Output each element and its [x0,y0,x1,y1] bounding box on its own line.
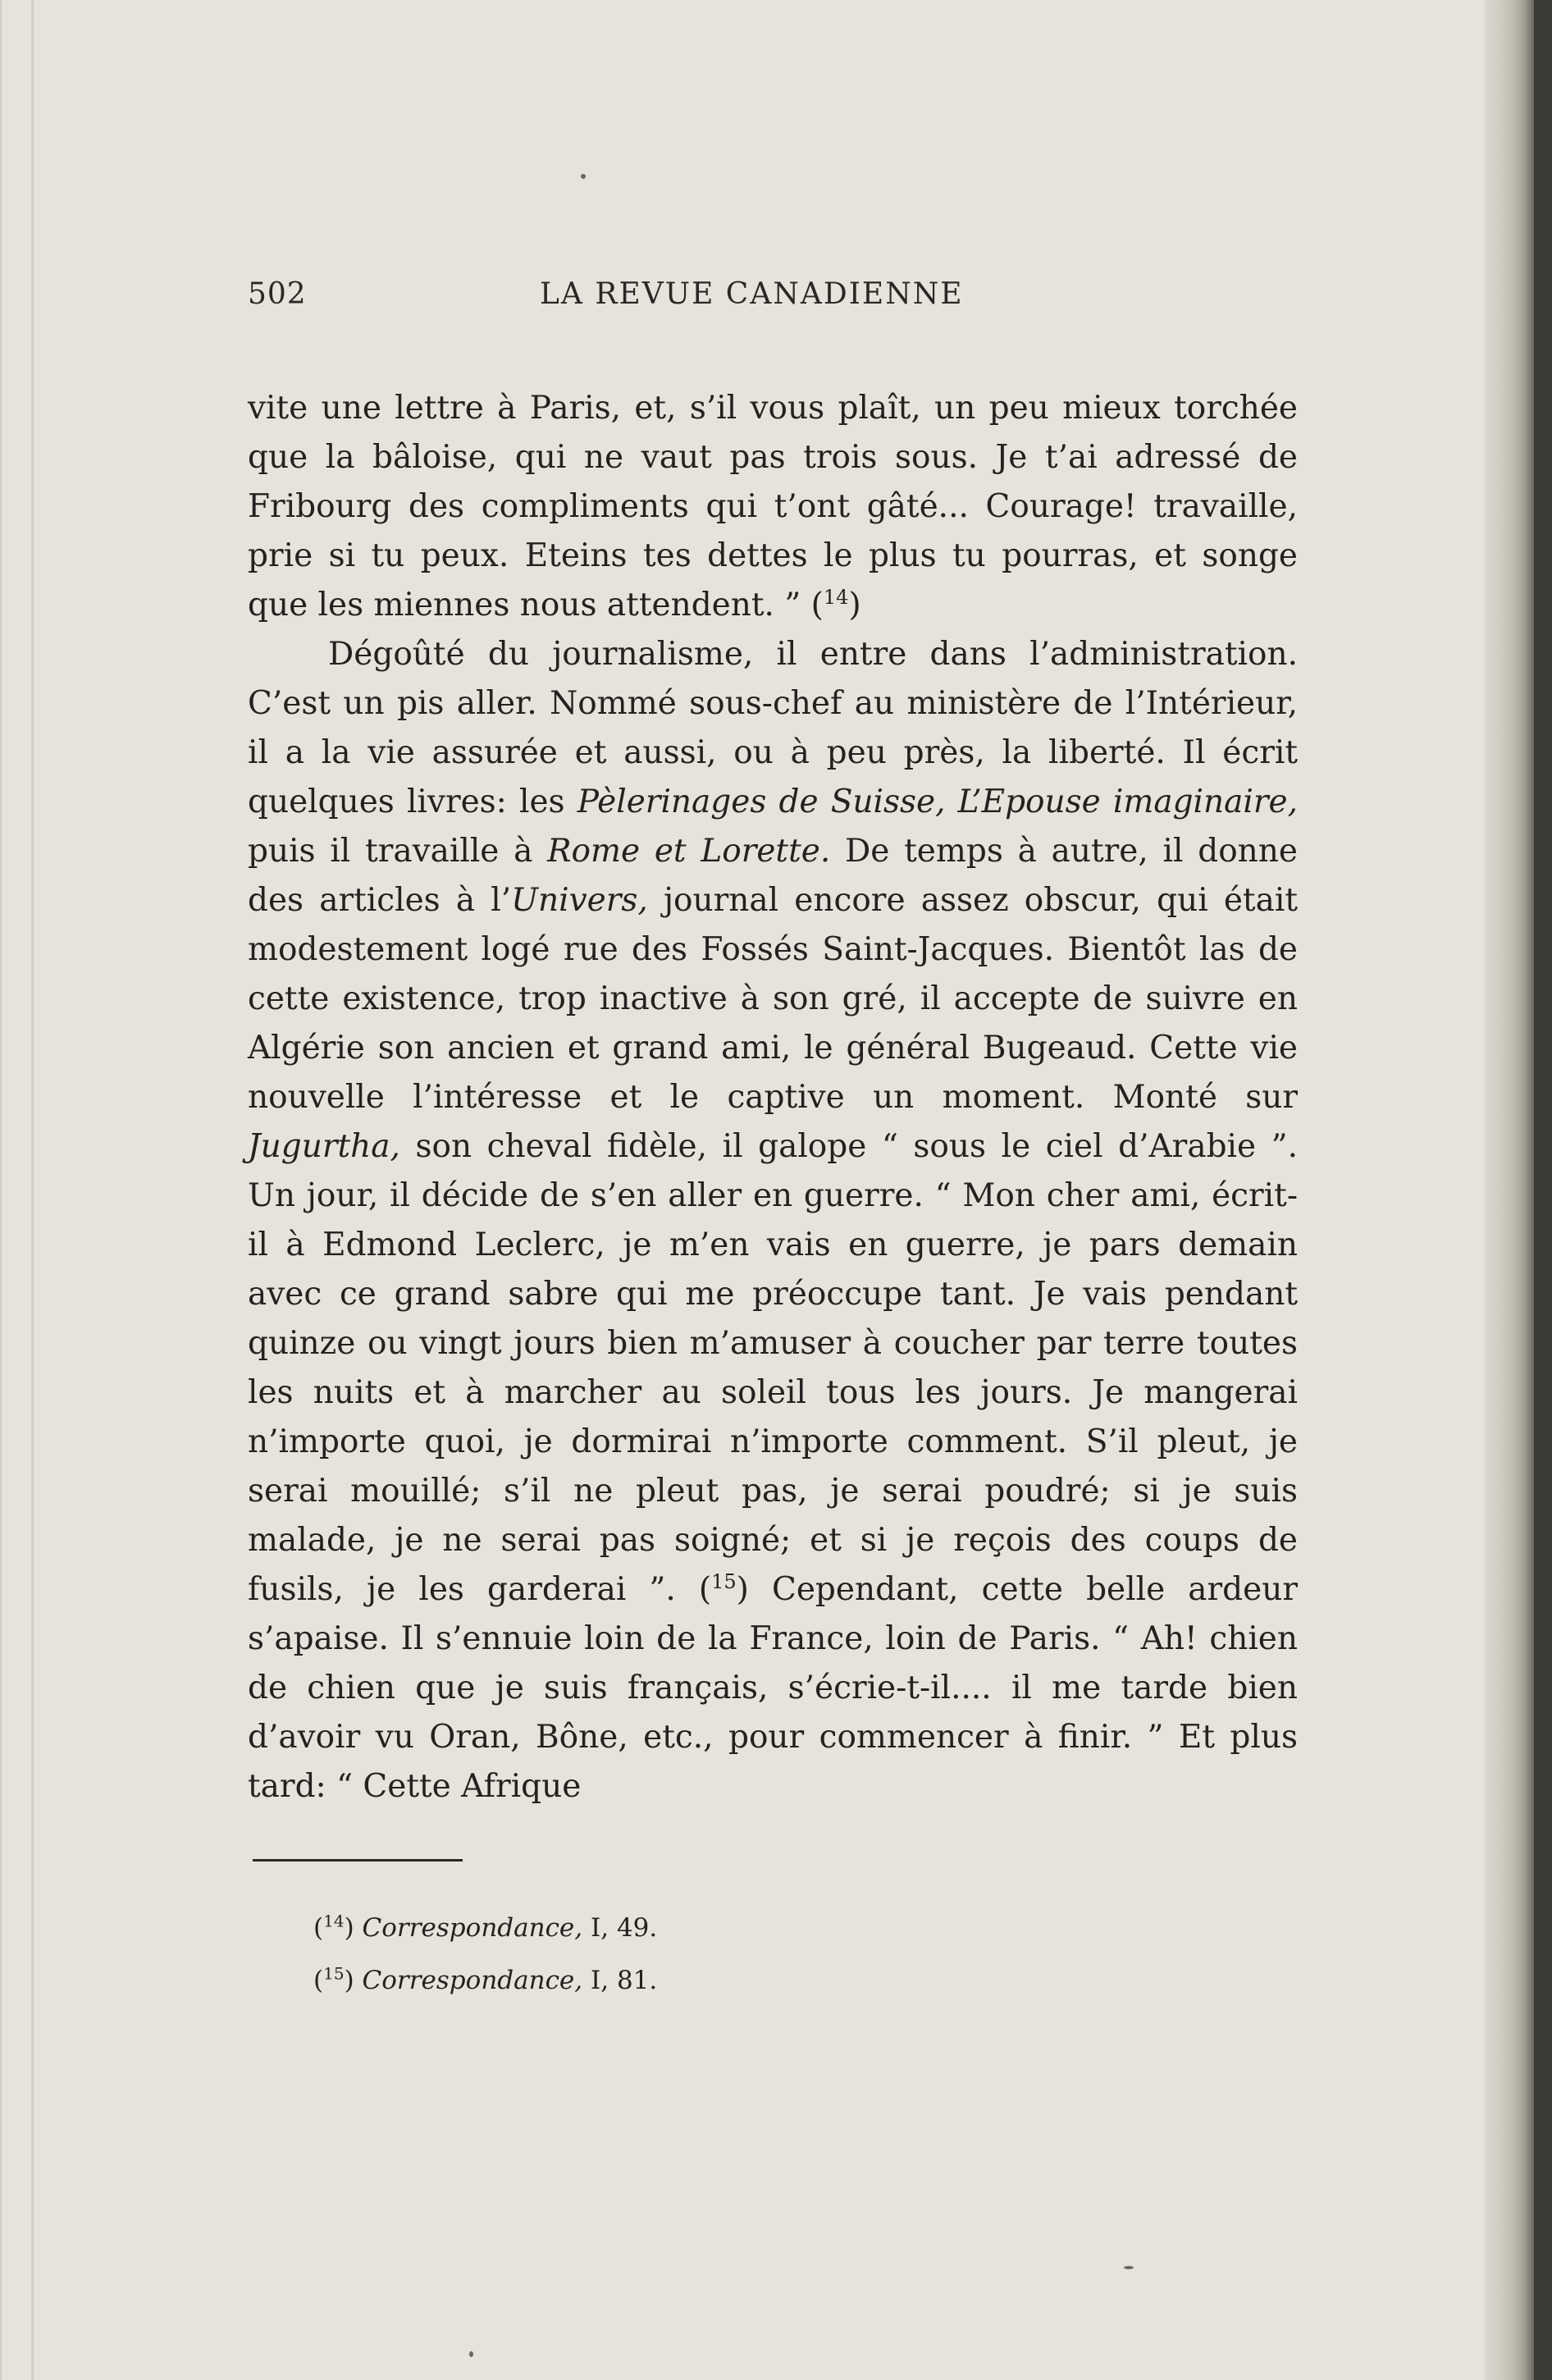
footnote-14-open: ( [313,1913,324,1943]
body-text [248,384,1298,1811]
paragraph-1-text: vite une lettre à Paris, et, s’il vous plaît, un peu mieux torchée que la bâloise, qui ne vaut pas trois sous. Je t’ai adressé de Fribourg des compliments qui t’ont gâté... Courage! travaille, prie si tu peux. Eteins tes dettes le plus tu pourras, et songe que les miennes nous attendent. ” ( [248,390,1298,624]
footnote-14-ref: I, 49. [591,1913,658,1943]
paragraph-2-text-b: puis il travaille à [248,833,548,870]
footnote-ref-14: 14 [823,586,849,609]
paper-speck [581,174,586,179]
paragraph-1 [248,384,1298,630]
page-header [248,277,1298,327]
page-number: 502 [248,277,307,311]
footnote-15-open: ( [313,1966,324,1995]
footnote-14-number: 14 [323,1911,345,1931]
running-title: LA REVUE CANADIENNE [540,277,964,311]
footnote-14 [313,1902,1216,1954]
title-pelerinages-epouse: Pèlerinages de Suisse, L’Epouse imaginaire, [577,783,1298,820]
name-jugurtha: Jugurtha, [248,1128,400,1165]
footnote-15-close: ) [344,1966,354,1995]
page-edge-shadow [1485,0,1534,2380]
footnote-15-title: Correspondance, [362,1966,583,1995]
paragraph-2-text-f: ) Cependant, cette belle ardeur s’apaise. Il s’ennuie loin de la France, loin de Paris. “ Ah! chien de chien que je suis français, s’écrie-t-il.... il me tarde bien d’avoir vu Oran, Bône, etc., pour commencer à finir. ” Et plus tard: “ Cette Afrique [248,1571,1298,1805]
paper-speck [1124,2266,1134,2269]
footnote-14-close: ) [344,1913,354,1943]
title-rome-et-lorette: Rome et Lorette. [547,833,831,870]
paragraph-1-close: ) [848,587,861,624]
paper-speck [469,2351,473,2357]
paragraph-2-text-c: De temps à autre, il donne des articles à l’ [248,833,1298,919]
footnote-ref-15: 15 [711,1570,737,1593]
footnote-15 [313,1954,1216,2007]
footnote-15-ref: I, 81. [591,1966,658,1995]
paragraph-2-text-d: journal encore assez obscur, qui était modestement logé rue des Fossés Saint-Jacques. Bientôt las de cette existence, trop inactive à son gré, il accepte de suivre en Algérie son ancien et grand ami, le général Bugeaud. Cette vie nouvelle l’intéresse et le captive un moment. Monté sur [248,882,1298,1116]
paragraph-2-text-e: son cheval fidèle, il galope “ sous le ciel d’Arabie ”. Un jour, il décide de s’en aller en guerre. “ Mon cher ami, écrit-il à Edmond Leclerc, je m’en vais en guerre, je pars demain avec ce grand sabre qui me préoccupe tant. Je vais pendant quinze ou vingt jours bien m’amuser à coucher par terre toutes les nuits et à marcher au soleil tous les jours. Je mangerai n’importe quoi, je dormirai n’importe comment. S’il pleut, je serai mouillé; s’il ne pleut pas, je serai poudré; si je suis malade, je ne serai pas soigné; et si je reçois des coups de fusils, je les garderai ”. ( [248,1128,1298,1608]
paragraph-2-text-a: Dégoûté du journalisme, il entre dans l’administration. C’est un pis aller. Nommé sous-chef au ministère de l’Intérieur, il a la vie assurée et aussi, ou à peu près, la liberté. Il écrit quelques livres: les [248,636,1298,820]
paragraph-2 [248,630,1298,1811]
footnote-15-number: 15 [323,1963,345,1984]
footnote-separator [253,1859,463,1862]
footnotes [313,1902,1216,2007]
footnote-14-title: Correspondance, [362,1913,583,1943]
page-left-margin-rule [31,0,34,2380]
title-univers: Univers, [511,882,648,919]
